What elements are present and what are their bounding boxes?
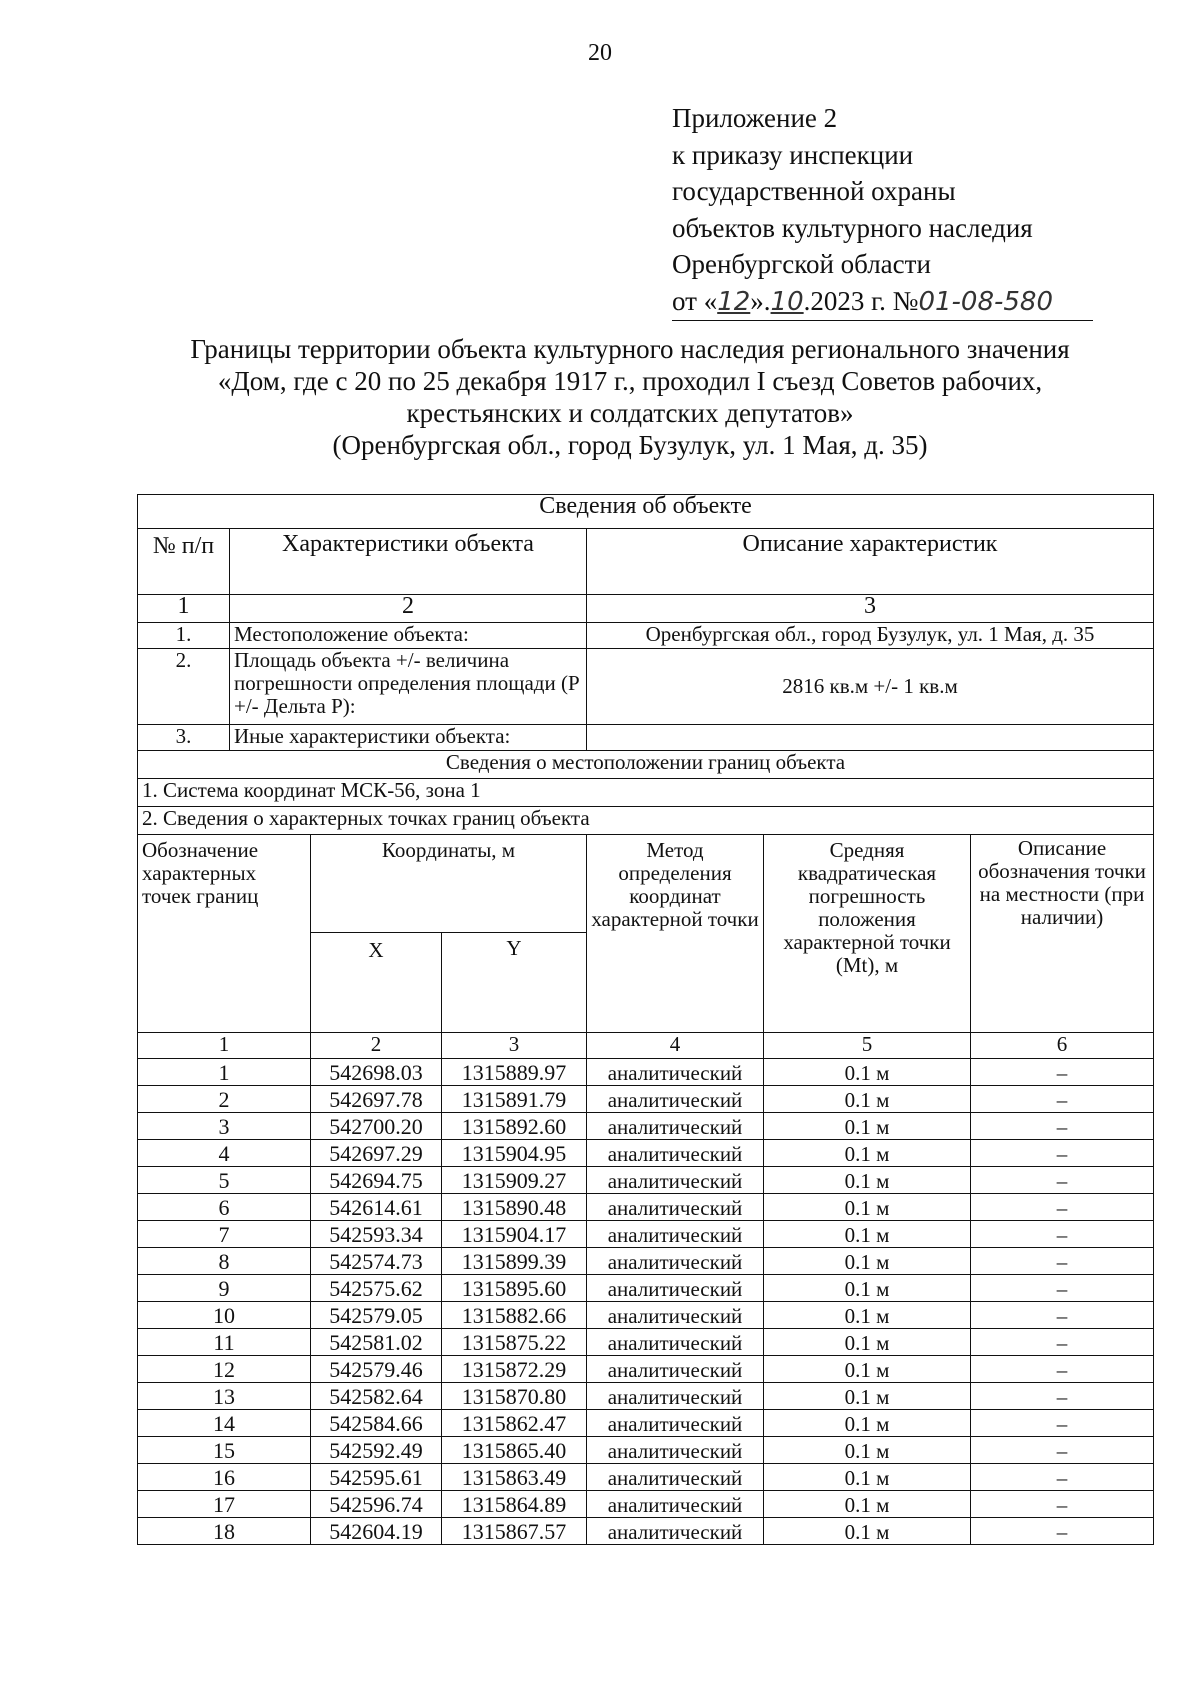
date-year: .2023 г. № <box>803 285 919 316</box>
points-title: 2. Сведения о характерных точках границ объекта <box>138 807 1154 835</box>
point-description: – <box>971 1194 1154 1221</box>
info-row-value: Оренбургская обл., город Бузулук, ул. 1 Мая, д. 35 <box>587 623 1154 649</box>
point-number: 4 <box>138 1140 311 1167</box>
point-error: 0.1 м <box>764 1464 971 1491</box>
point-error: 0.1 м <box>764 1167 971 1194</box>
point-number: 12 <box>138 1356 311 1383</box>
section-object-info: Сведения об объекте <box>138 495 1154 529</box>
point-method: аналитический <box>587 1410 764 1437</box>
point-x: 542604.19 <box>311 1518 442 1545</box>
title-line: «Дом, где с 20 по 25 декабря 1917 г., проходил I съезд Советов рабочих, <box>217 366 1043 396</box>
point-error: 0.1 м <box>764 1383 971 1410</box>
point-method: аналитический <box>587 1491 764 1518</box>
point-number: 18 <box>138 1518 311 1545</box>
point-description: – <box>971 1140 1154 1167</box>
col-index: 6 <box>971 1033 1154 1059</box>
col-char-header: Характеристики объекта <box>230 529 587 595</box>
point-method: аналитический <box>587 1167 764 1194</box>
point-y: 1315889.97 <box>442 1059 587 1086</box>
point-number: 6 <box>138 1194 311 1221</box>
point-x: 542584.66 <box>311 1410 442 1437</box>
point-method: аналитический <box>587 1194 764 1221</box>
point-x: 542593.34 <box>311 1221 442 1248</box>
point-x: 542581.02 <box>311 1329 442 1356</box>
col-index: 1 <box>138 595 230 623</box>
point-x: 542595.61 <box>311 1464 442 1491</box>
appendix-line: государственной охраны <box>672 176 956 206</box>
point-error: 0.1 м <box>764 1491 971 1518</box>
point-description: – <box>971 1167 1154 1194</box>
point-x: 542579.46 <box>311 1356 442 1383</box>
col-index: 2 <box>230 595 587 623</box>
point-x: 542697.29 <box>311 1140 442 1167</box>
table-row <box>138 1059 1154 1086</box>
point-method: аналитический <box>587 1329 764 1356</box>
info-row-num: 3. <box>138 725 230 751</box>
point-x: 542700.20 <box>311 1113 442 1140</box>
appendix-line: Приложение 2 <box>672 103 838 133</box>
point-x: 542614.61 <box>311 1194 442 1221</box>
point-method: аналитический <box>587 1140 764 1167</box>
header-method: Метод определения координат характерной точки <box>587 835 764 1033</box>
point-x: 542697.78 <box>311 1086 442 1113</box>
point-method: аналитический <box>587 1356 764 1383</box>
table-row <box>138 1329 1154 1356</box>
point-error: 0.1 м <box>764 1113 971 1140</box>
col-index: 5 <box>764 1033 971 1059</box>
header-coordinates: Координаты, м <box>311 835 587 933</box>
point-y: 1315904.95 <box>442 1140 587 1167</box>
point-x: 542592.49 <box>311 1437 442 1464</box>
order-date <box>672 283 1093 322</box>
point-description: – <box>971 1059 1154 1086</box>
title-line: крестьянских и солдатских депутатов» <box>406 398 854 428</box>
col-desc-header: Описание характеристик <box>587 529 1154 595</box>
table-row <box>138 1275 1154 1302</box>
point-error: 0.1 м <box>764 1437 971 1464</box>
point-description: – <box>971 1383 1154 1410</box>
point-y: 1315892.60 <box>442 1113 587 1140</box>
point-number: 2 <box>138 1086 311 1113</box>
point-error: 0.1 м <box>764 1518 971 1545</box>
order-date-line <box>672 283 1093 322</box>
point-error: 0.1 м <box>764 1356 971 1383</box>
object-table <box>137 494 1154 1545</box>
point-method: аналитический <box>587 1464 764 1491</box>
date-mid: ». <box>750 285 771 316</box>
point-method: аналитический <box>587 1086 764 1113</box>
point-number: 17 <box>138 1491 311 1518</box>
col-index: 2 <box>311 1033 442 1059</box>
page-number: 20 <box>588 40 612 66</box>
point-method: аналитический <box>587 1113 764 1140</box>
col-index: 3 <box>442 1033 587 1059</box>
point-y: 1315862.47 <box>442 1410 587 1437</box>
header-y: Y <box>442 933 587 1033</box>
table-row <box>138 1491 1154 1518</box>
table-row <box>138 1437 1154 1464</box>
point-y: 1315890.48 <box>442 1194 587 1221</box>
col-index: 4 <box>587 1033 764 1059</box>
point-number: 10 <box>138 1302 311 1329</box>
table-row <box>138 1383 1154 1410</box>
appendix-line: объектов культурного наследия <box>672 212 1033 243</box>
table-row <box>138 1518 1154 1545</box>
point-x: 542698.03 <box>311 1059 442 1086</box>
point-method: аналитический <box>587 1248 764 1275</box>
table-row <box>138 1248 1154 1275</box>
point-error: 0.1 м <box>764 1302 971 1329</box>
point-description: – <box>971 1410 1154 1437</box>
point-error: 0.1 м <box>764 1059 971 1086</box>
point-y: 1315867.57 <box>442 1518 587 1545</box>
point-x: 542596.74 <box>311 1491 442 1518</box>
point-method: аналитический <box>587 1221 764 1248</box>
header-designation: Обозначение характерных точек границ <box>138 835 311 1033</box>
point-y: 1315891.79 <box>442 1086 587 1113</box>
point-y: 1315872.29 <box>442 1356 587 1383</box>
point-error: 0.1 м <box>764 1221 971 1248</box>
info-row-name: Местоположение объекта: <box>230 623 587 649</box>
point-method: аналитический <box>587 1383 764 1410</box>
table-row <box>138 1140 1154 1167</box>
point-number: 13 <box>138 1383 311 1410</box>
appendix-line: Оренбургской области <box>672 249 931 279</box>
point-error: 0.1 м <box>764 1275 971 1302</box>
date-day-handwritten: 12 <box>717 286 751 317</box>
point-error: 0.1 м <box>764 1140 971 1167</box>
info-row-name: Площадь объекта +/- величина погрешности определения площади (P +/- Дельта P): <box>230 649 587 725</box>
point-description: – <box>971 1113 1154 1140</box>
point-method: аналитический <box>587 1302 764 1329</box>
point-description: – <box>971 1491 1154 1518</box>
point-y: 1315865.40 <box>442 1437 587 1464</box>
info-row-value: 2816 кв.м +/- 1 кв.м <box>587 649 1154 725</box>
point-method: аналитический <box>587 1275 764 1302</box>
document-title <box>60 333 1200 461</box>
point-y: 1315875.22 <box>442 1329 587 1356</box>
header-error: Средняя квадратическая погрешность положения характерной точки (Mt), м <box>764 835 971 1033</box>
point-y: 1315870.80 <box>442 1383 587 1410</box>
table-row <box>138 1302 1154 1329</box>
table-row <box>138 1464 1154 1491</box>
point-y: 1315904.17 <box>442 1221 587 1248</box>
point-x: 542575.62 <box>311 1275 442 1302</box>
point-method: аналитический <box>587 1059 764 1086</box>
table-row <box>138 1167 1154 1194</box>
date-prefix: от « <box>672 285 718 316</box>
point-number: 1 <box>138 1059 311 1086</box>
point-description: – <box>971 1275 1154 1302</box>
table-row <box>138 1194 1154 1221</box>
point-y: 1315909.27 <box>442 1167 587 1194</box>
appendix-block <box>672 100 1093 321</box>
point-number: 5 <box>138 1167 311 1194</box>
point-y: 1315899.39 <box>442 1248 587 1275</box>
point-number: 14 <box>138 1410 311 1437</box>
table-row <box>138 1356 1154 1383</box>
info-row-num: 2. <box>138 649 230 725</box>
point-method: аналитический <box>587 1437 764 1464</box>
point-number: 15 <box>138 1437 311 1464</box>
date-month-handwritten: 10 <box>770 286 804 317</box>
title-line: Границы территории объекта культурного наследия регионального значения <box>190 334 1070 364</box>
point-error: 0.1 м <box>764 1194 971 1221</box>
point-description: – <box>971 1464 1154 1491</box>
point-y: 1315864.89 <box>442 1491 587 1518</box>
point-number: 8 <box>138 1248 311 1275</box>
point-description: – <box>971 1086 1154 1113</box>
point-error: 0.1 м <box>764 1410 971 1437</box>
point-number: 11 <box>138 1329 311 1356</box>
section-boundaries: Сведения о местоположении границ объекта <box>138 751 1154 779</box>
col-index: 3 <box>587 595 1154 623</box>
point-description: – <box>971 1248 1154 1275</box>
point-x: 542579.05 <box>311 1302 442 1329</box>
table-row <box>138 1221 1154 1248</box>
table-row <box>138 1113 1154 1140</box>
point-description: – <box>971 1437 1154 1464</box>
header-description: Описание обозначения точки на местности (при наличии) <box>971 835 1154 1033</box>
point-description: – <box>971 1518 1154 1545</box>
point-description: – <box>971 1221 1154 1248</box>
point-number: 3 <box>138 1113 311 1140</box>
point-error: 0.1 м <box>764 1248 971 1275</box>
point-number: 9 <box>138 1275 311 1302</box>
point-error: 0.1 м <box>764 1329 971 1356</box>
point-description: – <box>971 1356 1154 1383</box>
order-number-handwritten: 01-08-580 <box>918 286 1053 317</box>
coord-system: 1. Система координат МСК-56, зона 1 <box>138 779 1154 807</box>
col-num-header: № п/п <box>138 529 230 595</box>
table-row <box>138 1086 1154 1113</box>
point-method: аналитический <box>587 1518 764 1545</box>
point-y: 1315895.60 <box>442 1275 587 1302</box>
col-index: 1 <box>138 1033 311 1059</box>
point-description: – <box>971 1302 1154 1329</box>
title-line: (Оренбургская обл., город Бузулук, ул. 1 Мая, д. 35) <box>332 430 928 460</box>
appendix-line: к приказу инспекции <box>672 139 914 170</box>
point-y: 1315863.49 <box>442 1464 587 1491</box>
point-x: 542574.73 <box>311 1248 442 1275</box>
info-row-name: Иные характеристики объекта: <box>230 725 587 751</box>
point-number: 7 <box>138 1221 311 1248</box>
info-row-value <box>587 725 1154 751</box>
point-x: 542694.75 <box>311 1167 442 1194</box>
point-error: 0.1 м <box>764 1086 971 1113</box>
info-row-num: 1. <box>138 623 230 649</box>
header-x: X <box>311 933 442 1033</box>
point-x: 542582.64 <box>311 1383 442 1410</box>
point-description: – <box>971 1329 1154 1356</box>
table-row <box>138 1410 1154 1437</box>
point-number: 16 <box>138 1464 311 1491</box>
point-y: 1315882.66 <box>442 1302 587 1329</box>
